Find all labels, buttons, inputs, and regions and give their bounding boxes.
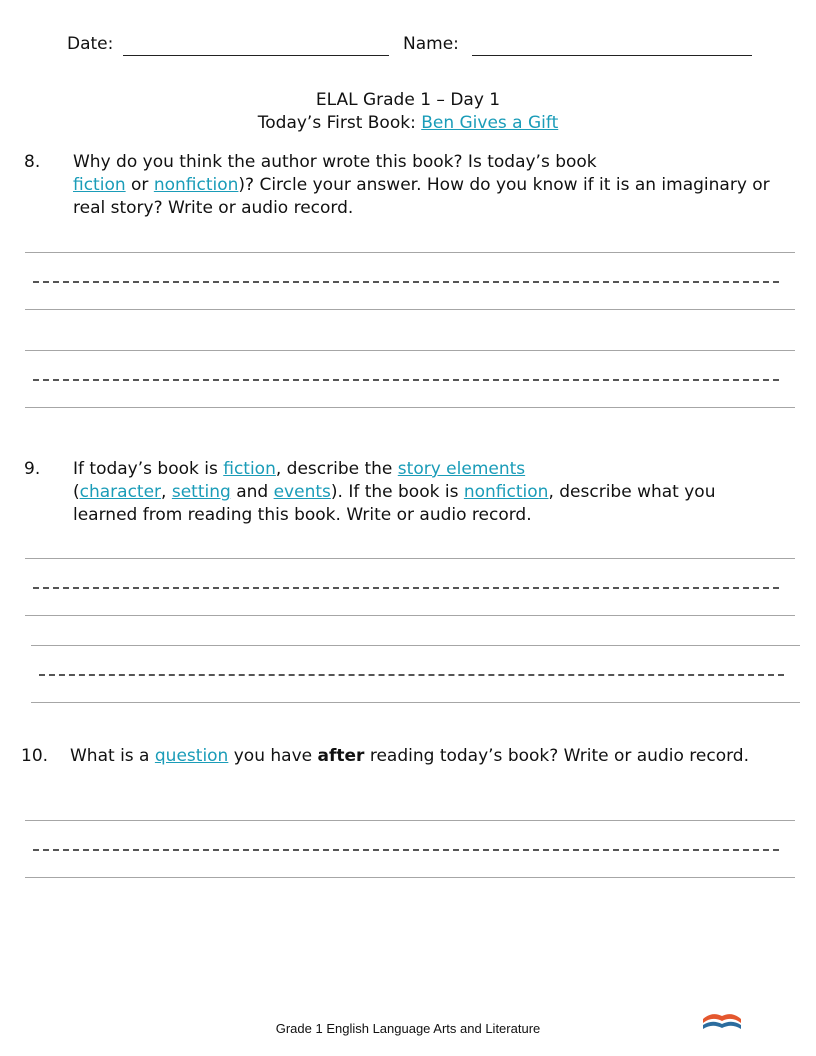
- after-emphasis: after: [317, 746, 365, 766]
- writing-line-dashed: [33, 587, 779, 589]
- q10-text: What is a: [70, 746, 155, 766]
- story-elements-link[interactable]: story elements: [397, 459, 526, 479]
- q8-line2-rest: )? Circle your answer. How do you know if it is an imaginary or: [238, 175, 770, 195]
- book-title-link[interactable]: Ben Gives a Gift: [421, 113, 559, 133]
- writing-line-top: [25, 252, 795, 253]
- q8-line1: Why do you think the author wrote this book? Is today’s book: [73, 152, 597, 172]
- writing-line-bottom: [25, 615, 795, 616]
- writing-line-dashed: [39, 674, 784, 676]
- writing-line-bottom: [25, 407, 795, 408]
- q9-text: and: [230, 482, 274, 502]
- q10-text: you have: [228, 746, 318, 766]
- writing-line-dashed: [33, 281, 779, 283]
- q9-number: 9.: [24, 459, 41, 479]
- q9-line1: [73, 458, 525, 481]
- writing-line-dashed: [33, 379, 779, 381]
- setting-link[interactable]: setting: [171, 482, 231, 502]
- q10-text: reading today’s book? Write or audio record.: [364, 746, 749, 766]
- footer-text: Grade 1 English Language Arts and Literature: [275, 1021, 541, 1036]
- q9-line3: learned from reading this book. Write or audio record.: [73, 505, 532, 525]
- q9-text: ,: [161, 482, 172, 502]
- writing-line-top: [25, 350, 795, 351]
- writing-line-bottom: [31, 702, 800, 703]
- fiction-link[interactable]: fiction: [223, 459, 276, 479]
- question-link[interactable]: question: [154, 746, 229, 766]
- writing-line-top: [25, 558, 795, 559]
- q9-line2: [73, 481, 715, 504]
- writing-line-bottom: [25, 877, 795, 878]
- q8-number: 8.: [24, 152, 41, 172]
- q8-line2: [73, 174, 770, 197]
- q8-line3: real story? Write or audio record.: [73, 198, 354, 218]
- date-label: Date:: [67, 34, 114, 54]
- name-label: Name:: [403, 34, 459, 54]
- character-link[interactable]: character: [79, 482, 162, 502]
- q10-line1: [70, 745, 749, 768]
- writing-line-bottom: [25, 309, 795, 310]
- q9-text: If today’s book is: [73, 459, 224, 479]
- writing-line-top: [25, 820, 795, 821]
- q9-text: , describe the: [275, 459, 398, 479]
- q9-text: , describe what you: [548, 482, 716, 502]
- fiction-link[interactable]: fiction: [73, 175, 126, 195]
- name-field: [403, 33, 752, 56]
- q10-number: 10.: [21, 746, 49, 766]
- q9-text: ). If the book is: [330, 482, 464, 502]
- nonfiction-link[interactable]: nonfiction: [153, 175, 239, 195]
- date-blank[interactable]: [123, 37, 389, 56]
- q8-or: or: [125, 175, 154, 195]
- book-subtitle: [0, 112, 816, 135]
- writing-line-dashed: [33, 849, 779, 851]
- events-link[interactable]: events: [273, 482, 331, 502]
- date-field: [67, 33, 389, 56]
- nonfiction-link[interactable]: nonfiction: [463, 482, 549, 502]
- name-blank[interactable]: [472, 37, 752, 56]
- q9-text: (: [73, 482, 80, 502]
- open-book-logo-icon: [700, 1006, 744, 1032]
- page-title: ELAL Grade 1 – Day 1: [315, 90, 501, 110]
- book-prefix: Today’s First Book:: [257, 113, 422, 133]
- writing-line-top: [31, 645, 800, 646]
